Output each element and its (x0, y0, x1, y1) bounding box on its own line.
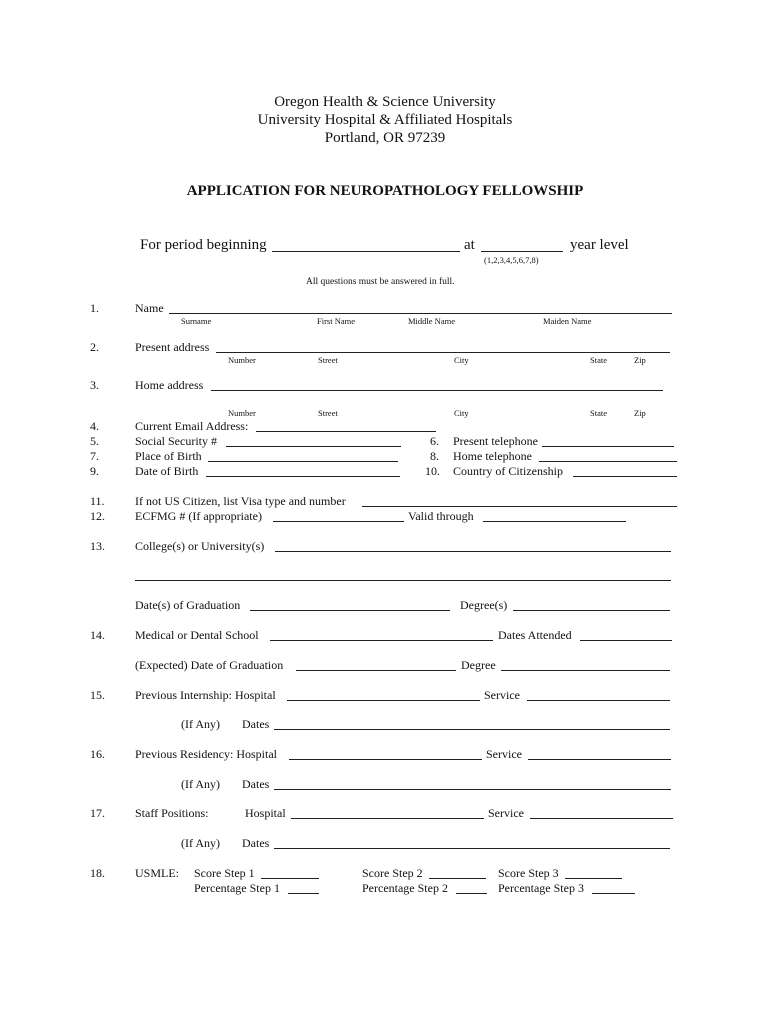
college-field[interactable] (275, 551, 671, 552)
q18-score1-label: Score Step 1 (194, 866, 255, 880)
q15-dates-label: Dates (242, 717, 270, 731)
citizenship-field[interactable] (573, 476, 677, 477)
q17-label: Staff Positions: (135, 806, 209, 820)
q17-service-label: Service (488, 806, 524, 820)
medical-graduation-field[interactable] (296, 670, 456, 671)
q9-number: 9. (90, 464, 99, 478)
q16-ifany: (If Any) (181, 777, 220, 791)
college-graduation-field[interactable] (250, 610, 450, 611)
residency-service-field[interactable] (528, 759, 671, 760)
q3-sub-number: Number (228, 408, 256, 418)
year-level-hint: (1,2,3,4,5,6,7,8) (484, 255, 539, 265)
q16-dates-label: Dates (242, 777, 270, 791)
q7-number: 7. (90, 449, 99, 463)
q1-sub-first: First Name (317, 316, 356, 326)
q8-number: 8. (430, 449, 439, 463)
q12-label: ECFMG # (If appropriate) (135, 509, 262, 523)
period-at-label: at (464, 237, 475, 253)
staff-hospital-field[interactable] (291, 818, 484, 819)
q4-label: Current Email Address: (135, 419, 249, 433)
q15-label: Previous Internship: Hospital (135, 688, 276, 702)
q15-number: 15. (90, 688, 105, 702)
q14-grad-label: (Expected) Date of Graduation (135, 658, 284, 672)
period-label: For period beginning (140, 237, 267, 253)
period-begin-field[interactable] (272, 251, 460, 252)
q3-sub-zip: Zip (634, 408, 646, 418)
q2-label: Present address (135, 340, 210, 354)
ecfmg-field[interactable] (273, 521, 404, 522)
date-of-birth-field[interactable] (206, 476, 400, 477)
q3-sub-state: State (590, 408, 607, 418)
q8-label: Home telephone (453, 449, 532, 463)
q14-label: Medical or Dental School (135, 628, 259, 642)
college-degree-field[interactable] (513, 610, 670, 611)
q2-sub-number: Number (228, 355, 256, 365)
q4-number: 4. (90, 419, 99, 433)
q2-sub-state: State (590, 355, 607, 365)
q16-number: 16. (90, 747, 105, 761)
q17-hospital-label: Hospital (245, 806, 286, 820)
q13-label: College(s) or University(s) (135, 539, 265, 553)
q13-grad-label: Date(s) of Graduation (135, 598, 241, 612)
q18-score2-label: Score Step 2 (362, 866, 423, 880)
place-of-birth-field[interactable] (208, 461, 398, 462)
valid-through-field[interactable] (483, 521, 626, 522)
q10-label: Country of Citizenship (453, 464, 563, 478)
q16-label: Previous Residency: Hospital (135, 747, 277, 761)
q17-dates-label: Dates (242, 836, 270, 850)
q3-sub-city: City (454, 408, 469, 418)
score-step1-field[interactable] (261, 878, 319, 879)
q2-sub-street: Street (318, 355, 338, 365)
q2-number: 2. (90, 340, 99, 354)
name-field[interactable] (169, 313, 672, 314)
q18-score3-label: Score Step 3 (498, 866, 559, 880)
staff-service-field[interactable] (530, 818, 673, 819)
q2-sub-zip: Zip (634, 355, 646, 365)
hospital-name: University Hospital & Affiliated Hospitals (257, 112, 513, 128)
q1-sub-surname: Surname (181, 316, 212, 326)
q3-label: Home address (135, 378, 204, 392)
percentage-step3-field[interactable] (592, 893, 635, 894)
q3-number: 3. (90, 378, 99, 392)
score-step2-field[interactable] (429, 878, 486, 879)
staff-dates-field[interactable] (274, 848, 670, 849)
q1-label: Name (135, 301, 164, 315)
present-address-field[interactable] (216, 352, 670, 353)
score-step3-field[interactable] (565, 878, 622, 879)
present-telephone-field[interactable] (542, 446, 674, 447)
internship-hospital-field[interactable] (287, 700, 480, 701)
q7-label: Place of Birth (135, 449, 202, 463)
q13-degree-label: Degree(s) (460, 598, 508, 612)
q18-number: 18. (90, 866, 105, 880)
ssn-field[interactable] (226, 446, 401, 447)
q11-label: If not US Citizen, list Visa type and number (135, 494, 346, 508)
institution-address: Portland, OR 97239 (324, 130, 446, 146)
home-telephone-field[interactable] (539, 461, 677, 462)
q1-number: 1. (90, 301, 99, 315)
q12-valid-label: Valid through (408, 509, 474, 523)
form-title: APPLICATION FOR NEUROPATHOLOGY FELLOWSHIP (186, 183, 584, 199)
q5-number: 5. (90, 434, 99, 448)
internship-service-field[interactable] (527, 700, 670, 701)
percentage-step2-field[interactable] (456, 893, 487, 894)
internship-dates-field[interactable] (274, 729, 670, 730)
q11-number: 11. (90, 494, 105, 508)
q3-sub-street: Street (318, 408, 338, 418)
medical-dates-field[interactable] (580, 640, 672, 641)
q16-service-label: Service (486, 747, 522, 761)
q1-sub-middle: Middle Name (408, 316, 455, 326)
q14-number: 14. (90, 628, 105, 642)
year-level-field[interactable] (481, 251, 563, 252)
q14-dates-label: Dates Attended (498, 628, 572, 642)
q14-degree-label: Degree (461, 658, 496, 672)
home-address-field[interactable] (211, 390, 663, 391)
medical-degree-field[interactable] (501, 670, 670, 671)
q18-label: USMLE: (135, 866, 180, 880)
q18-pct3-label: Percentage Step 3 (498, 881, 584, 895)
q12-number: 12. (90, 509, 105, 523)
q1-sub-maiden: Maiden Name (543, 316, 592, 326)
email-field[interactable] (256, 431, 436, 432)
residency-hospital-field[interactable] (289, 759, 482, 760)
residency-dates-field[interactable] (274, 789, 671, 790)
q5-label: Social Security # (135, 434, 217, 448)
q18-pct1-label: Percentage Step 1 (194, 881, 280, 895)
q15-service-label: Service (484, 688, 520, 702)
q13-number: 13. (90, 539, 105, 553)
q2-sub-city: City (454, 355, 469, 365)
q17-number: 17. (90, 806, 105, 820)
q17-ifany: (If Any) (181, 836, 220, 850)
q10-number: 10. (425, 464, 440, 478)
q6-label: Present telephone (453, 434, 538, 448)
year-level-label: year level (570, 237, 629, 253)
q9-label: Date of Birth (135, 464, 199, 478)
q6-number: 6. (430, 434, 439, 448)
q15-ifany: (If Any) (181, 717, 220, 731)
instructions: All questions must be answered in full. (306, 277, 455, 287)
percentage-step1-field[interactable] (288, 893, 319, 894)
q18-pct2-label: Percentage Step 2 (362, 881, 448, 895)
institution-name: Oregon Health & Science University (274, 94, 496, 110)
visa-field[interactable] (362, 506, 677, 507)
college-field-line2[interactable] (135, 580, 671, 581)
medical-school-field[interactable] (270, 640, 493, 641)
